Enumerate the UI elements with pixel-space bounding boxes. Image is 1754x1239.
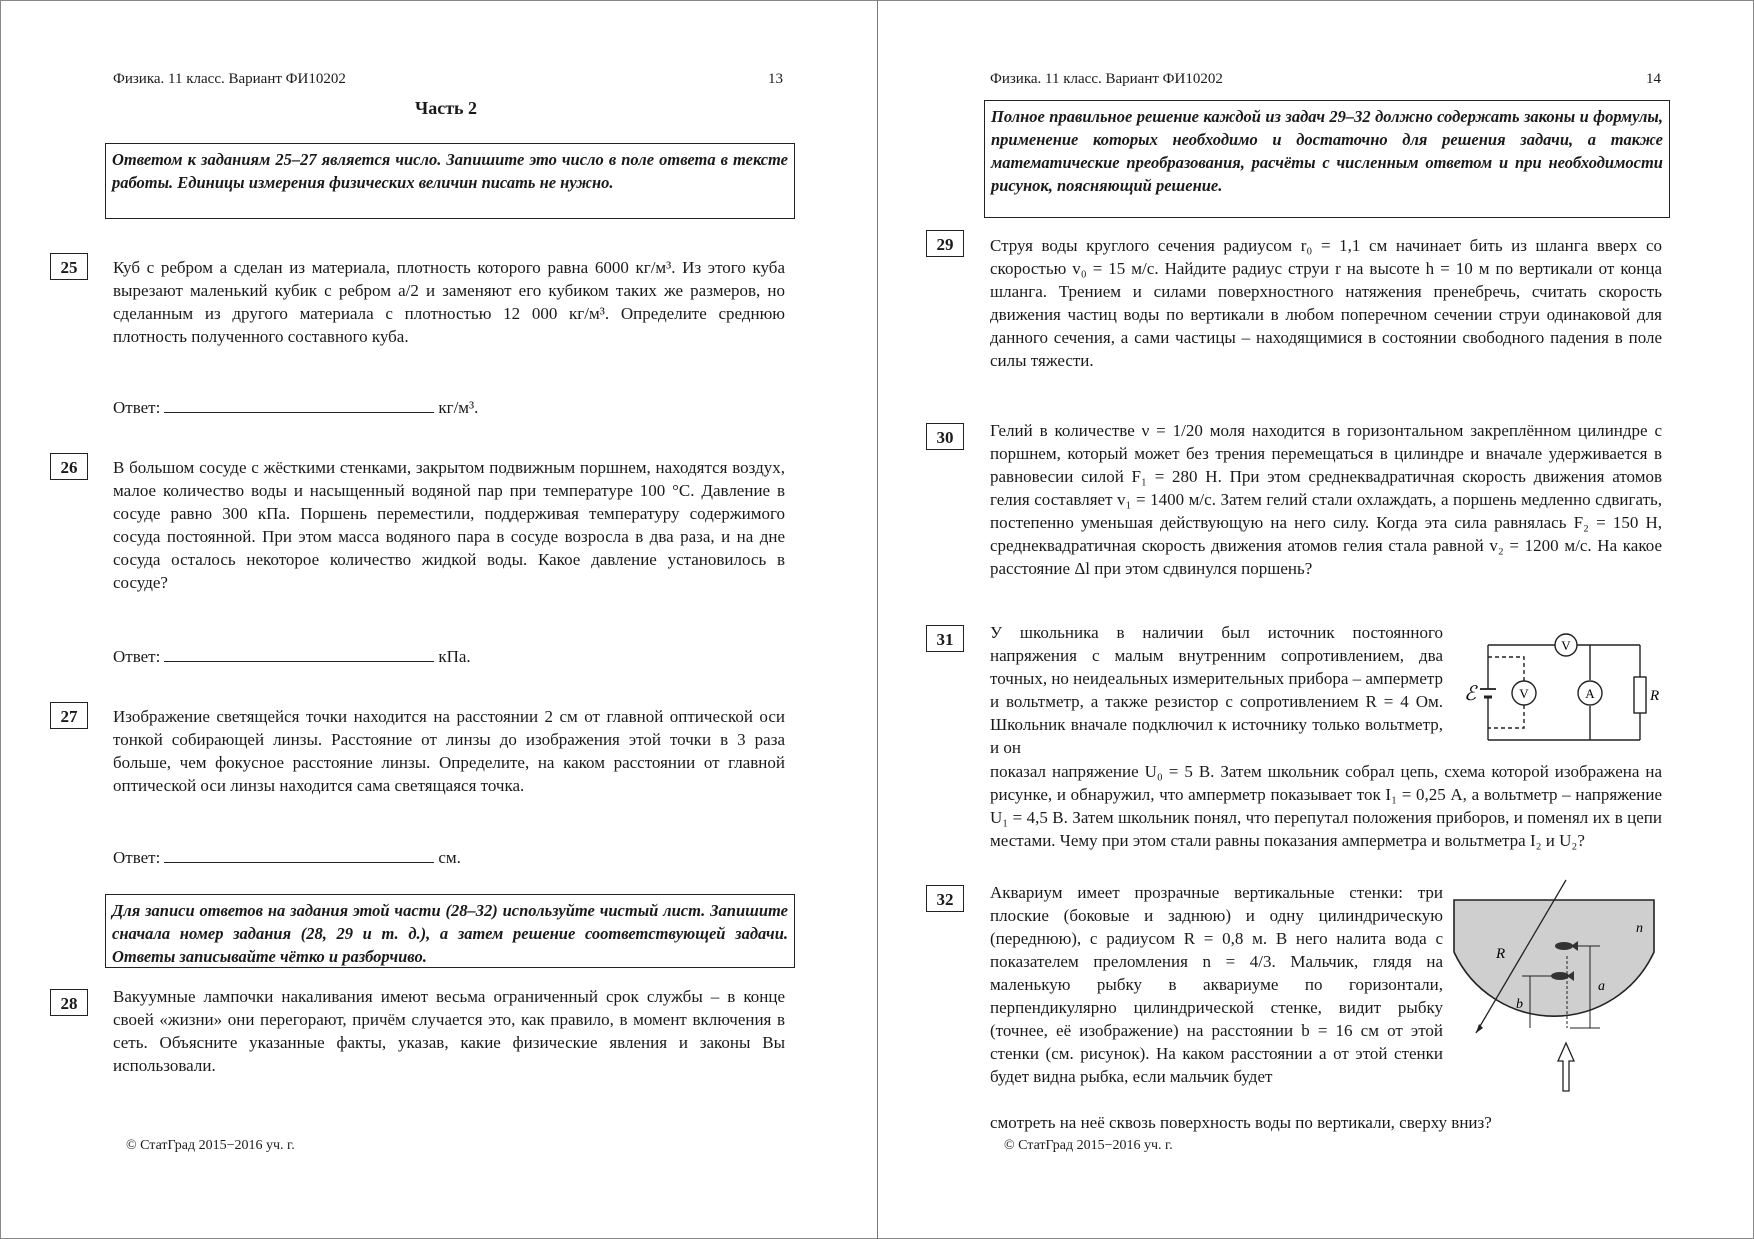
emf-label: ℰ xyxy=(1464,683,1477,705)
answer-label: Ответ: xyxy=(113,848,161,867)
question-text-30: Гелий в количестве ν = 1/20 моля находится в горизонтальном закреплённом цилиндре с поршнем, который может без трения перемещаться в цилиндре и вначале удерживается в равновесии силой F₁ = 280 Н. При этом среднеквадратичная скорость движения атомов гелия составляет v₁ = 1400 м/с. Затем гелий стали охлаждать, а поршень медленно сдвигать, постепенно уменьшая действующую на него силу. Когда эта сила равнялась F₂ = 150 Н, среднеквадратичная скорость движения атомов гелия стала равной v₂ = 1200 м/с. На какое расстояние Δl при этом сдвинулся поршень? xyxy=(990,421,1662,578)
aquarium-diagram xyxy=(1450,878,1662,1092)
answer-unit: кг/м³. xyxy=(438,398,479,417)
aquarium-water xyxy=(1454,900,1654,1016)
radius-arrowhead xyxy=(1476,1024,1483,1033)
answer-unit: см. xyxy=(438,848,461,867)
instruction-box-bottom: Для записи ответов на задания этой части (28–32) используйте чистый лист. Запишите сначала номер задания (28, 29 и т. д.), а затем решение соответствующей задачи. Ответы записывайте чётко и разборчиво. xyxy=(105,894,795,968)
question-text-26: В большом сосуде с жёсткими стенками, закрытом подвижным поршнем, находятся воздух, малое количество воды и насыщенный водяной пар при температуре 100 °С. Давление в сосуде равно 300 кПа. Поршень переместили, поддерживая температуру содержимого сосуда постоянной. При этом масса водяного пара в сосуде возросла в два раза, и на дне сосуда осталось некоторое количество жидкой воды. Какое давление установилось в сосуде? xyxy=(113,458,785,592)
footer: © СтатГрад 2015−2016 уч. г. xyxy=(126,1138,295,1153)
page-number: 14 xyxy=(1646,71,1661,87)
question-number-30: 30 xyxy=(926,423,964,450)
question-number-29: 29 xyxy=(926,230,964,257)
answer-line[interactable] xyxy=(164,647,434,662)
dashed-wire-top xyxy=(1488,657,1524,681)
b-label: b xyxy=(1516,997,1523,1012)
voltmeter-top-label: V xyxy=(1561,638,1571,653)
question-text-31-full: показал напряжение U₀ = 5 В. Затем школьник собрал цепь, схема которой изображена на рисунке, и обнаружил, что амперметр показывает ток I₁ = 0,25 А, а вольтметр – напряжение U₁ = 4,5 В. Затем школьник понял, что перепутал положения приборов, и поменял их в цепи местами. Чему при этом стали равны показания амперметра и вольтметра I₂ и U₂? xyxy=(990,762,1662,850)
fish-icon xyxy=(1551,972,1569,980)
answer-label: Ответ: xyxy=(113,647,161,666)
answer-field-27[interactable] xyxy=(113,848,461,868)
dashed-wire-bottom xyxy=(1488,705,1524,728)
question-text-25: Куб с ребром a сделан из материала, плотность которого равна 6000 кг/м³. Из этого куба вырезают маленький кубик с ребром a/2 и заменяют его кубиком таких же размеров, но сделанным из другого материала с плотностью 12 000 кг/м³. Определите среднюю плотность полученного составного куба. xyxy=(113,258,785,346)
answer-unit: кПа. xyxy=(438,647,471,666)
view-direction-arrow xyxy=(1558,1043,1574,1091)
circuit-diagram xyxy=(1460,630,1660,752)
answer-field-26[interactable] xyxy=(113,647,471,667)
running-head: Физика. 11 класс. Вариант ФИ10202 xyxy=(990,71,1223,87)
question-number-28: 28 xyxy=(50,989,88,1016)
question-number-27: 27 xyxy=(50,702,88,729)
fish-image-icon xyxy=(1555,942,1573,950)
question-text-31-wrapped: У школьника в наличии был источник постоянного напряжения с малым внутренним сопротивлением, два точных, но неидеальных измерительных прибора – амперметр и вольтметр, а также резистор с сопротивлением R = 4 Ом. Школьник вначале подключил к источнику только вольтметр, и он xyxy=(990,623,1443,757)
running-head: Физика. 11 класс. Вариант ФИ10202 xyxy=(113,71,346,87)
answer-line[interactable] xyxy=(164,848,434,863)
question-number-31: 31 xyxy=(926,625,964,652)
question-number-32: 32 xyxy=(926,885,964,912)
question-text-32-wrapped: Аквариум имеет прозрачные вертикальные стенки: три плоские (боковые и заднюю) и одну цилиндрическую (переднюю), с радиусом R = 0,8 м. В него налита вода с показателем преломления n = 4/3. Мальчик, глядя на маленькую рыбку в аквариуме по горизонтали, перпендикулярно цилиндрической стенке, видит рыбку (точнее, её изображение) на расстоянии b = 16 см от этой стенки (см. рисунок). На каком расстоянии a от этой стенки будет видна рыбка, если мальчик будет xyxy=(990,883,1443,1086)
voltmeter-dashed-label: V xyxy=(1519,686,1529,701)
instruction-box: Полное правильное решение каждой из задач 29–32 должно содержать законы и формулы, применение которых необходимо и достаточно для решения задачи, а также математические преобразования, расчёты с численным ответом и при необходимости рисунок, поясняющий решение. xyxy=(984,100,1670,218)
question-text-29: Струя воды круглого сечения радиусом r₀ = 1,1 см начинает бить из шланга вверх со скоростью v₀ = 15 м/с. Найдите радиус струи r на высоте h = 10 м по вертикали от конца шланга. Трением и силами поверхностного натяжения пренебречь, считать скорость движения частиц воды по вертикали в любом поперечном сечении струи одинаковой для данного сечения, а сами частицы – находящимися в состоянии свободного падения в поле силы тяжести. xyxy=(990,236,1662,370)
radius-label: R xyxy=(1496,946,1506,962)
part-title: Часть 2 xyxy=(415,98,478,118)
question-number-26: 26 xyxy=(50,453,88,480)
page-number: 13 xyxy=(768,71,783,87)
footer: © СтатГрад 2015−2016 уч. г. xyxy=(1004,1138,1173,1153)
question-number-25: 25 xyxy=(50,253,88,280)
question-text-27: Изображение светящейся точки находится на расстоянии 2 см от главной оптической оси тонкой собирающей линзы. Расстояние от линзы до изображения этой точки в 3 раза больше, чем фокусное расстояние линзы. Определите, на каком расстоянии от главной оптической оси линзы находится сама светящаяся точка. xyxy=(113,707,785,795)
answer-line[interactable] xyxy=(164,398,434,413)
ammeter-label: A xyxy=(1585,686,1595,701)
question-text-28: Вакуумные лампочки накаливания имеют весьма ограниченный срок службы – в конце своей «жизни» они перегорают, причём случается это, как правило, в момент включения в сеть. Объясните указанные факты, указав, какие физические явления и законы Вы использовали. xyxy=(113,987,785,1075)
answer-label: Ответ: xyxy=(113,398,161,417)
right-page xyxy=(877,0,1754,1239)
index-label: n xyxy=(1636,921,1643,936)
resistor-symbol xyxy=(1634,677,1646,713)
question-text-32-full: смотреть на неё сквозь поверхность воды по вертикали, сверху вниз? xyxy=(990,1113,1492,1132)
resistor-label: R xyxy=(1650,688,1660,704)
a-label: a xyxy=(1598,979,1605,994)
answer-field-25[interactable] xyxy=(113,398,478,418)
instruction-box-top: Ответом к заданиям 25–27 является число. Запишите это число в поле ответа в тексте работы. Единицы измерения физических величин писать не нужно. xyxy=(105,143,795,219)
